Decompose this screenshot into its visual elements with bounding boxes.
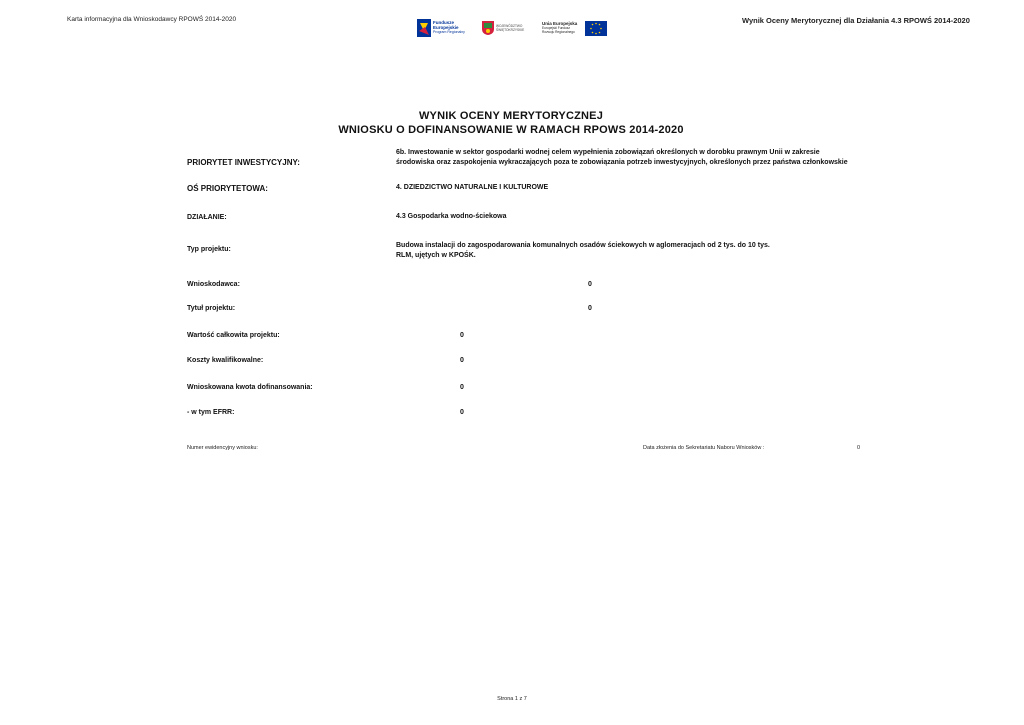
fundusze-europejskie-logo xyxy=(417,18,467,38)
fe-line3: Program Regionalny xyxy=(433,30,465,34)
fe-line2: Europejskie xyxy=(433,25,459,30)
koszty-kwalifikowalne-value: 0 xyxy=(460,357,464,364)
data-zlozenia-value: 0 xyxy=(857,445,861,451)
os-priorytetowa-value: 4. DZIEDZICTWO NATURALNE I KULTUROWE xyxy=(396,184,549,191)
data-zlozenia-label: Data złożenia do Sekretariatu Naboru Wniosków : xyxy=(643,445,765,451)
koszty-kwalifikowalne-label: Koszty kwalifikowalne: xyxy=(187,357,264,364)
region-crest-icon xyxy=(482,21,494,35)
efrr-value: 0 xyxy=(460,409,464,416)
header-left-text: Karta informacyjna dla Wnioskodawcy RPOWŚ 2014-2020 xyxy=(67,16,237,23)
wartosc-calkowita-value: 0 xyxy=(460,332,464,339)
ue-line2: Europejski Fundusz xyxy=(542,26,570,30)
typ-projektu-value: Budowa instalacji do zagospodarowania komunalnych osadów ściekowych w aglomeracjach od 2 tys. do 10 tys. RLM, ujętych w KPOŚK. xyxy=(396,242,770,259)
wnioskodawca-value: 0 xyxy=(588,281,592,288)
header-right-text: Wynik Oceny Merytorycznej dla Działania 4.3 RPOWŚ 2014-2020 xyxy=(742,16,970,25)
tytul-projektu-value: 0 xyxy=(588,305,592,312)
unia-europejska-logo xyxy=(542,20,608,37)
region-line2: ŚWIĘTOKRZYSKIE xyxy=(496,28,525,32)
swietokrzyskie-logo xyxy=(482,21,527,35)
wnioskodawca-label: Wnioskodawca: xyxy=(187,281,240,288)
efrr-label: - w tym EFRR: xyxy=(187,409,235,416)
region-line1: WOJEWÓDZTWO xyxy=(496,24,523,28)
wnioskowana-kwota-value: 0 xyxy=(460,384,464,391)
fe-star-icon xyxy=(417,19,431,37)
numer-ewidencyjny-label: Numer ewidencyjny wniosku: xyxy=(187,445,258,451)
wnioskowana-kwota-label: Wnioskowana kwota dofinansowania: xyxy=(187,384,313,391)
dzialanie-value: 4.3 Gospodarka wodno-ściekowa xyxy=(396,213,507,220)
priorytet-value: 6b. Inwestowanie w sektor gospodarki wodnej celem wypełnienia zobowiązań określonych w dorobku prawnym Unii w zakresie środowiska oraz zaspokojenia wykraczających poza te zobowiązania potrzeb inwestycyjnych, określonych przez państwa członkowskie xyxy=(396,149,848,166)
title-line2: WNIOSKU O DOFINANSOWANIE W RAMACH RPOWS 2014-2020 xyxy=(338,124,684,136)
typ-projektu-label: Typ projektu: xyxy=(187,246,231,253)
page-number: Strona 1 z 7 xyxy=(497,696,527,702)
wartosc-calkowita-label: Wartość całkowita projektu: xyxy=(187,332,280,339)
ue-line3: Rozwoju Regionalnego xyxy=(542,30,575,34)
ue-line1: Unia Europejska xyxy=(542,21,578,26)
os-priorytetowa-label: OŚ PRIORYTETOWA: xyxy=(187,184,268,193)
dzialanie-label: DZIAŁANIE: xyxy=(187,214,227,221)
tytul-projektu-label: Tytuł projektu: xyxy=(187,305,236,312)
eu-flag-icon xyxy=(585,21,607,36)
priorytet-label: PRIORYTET INWESTYCYJNY: xyxy=(187,158,300,167)
title-line1: WYNIK OCENY MERYTORYCZNEJ xyxy=(418,110,604,122)
fe-line1: Fundusze xyxy=(433,20,454,25)
